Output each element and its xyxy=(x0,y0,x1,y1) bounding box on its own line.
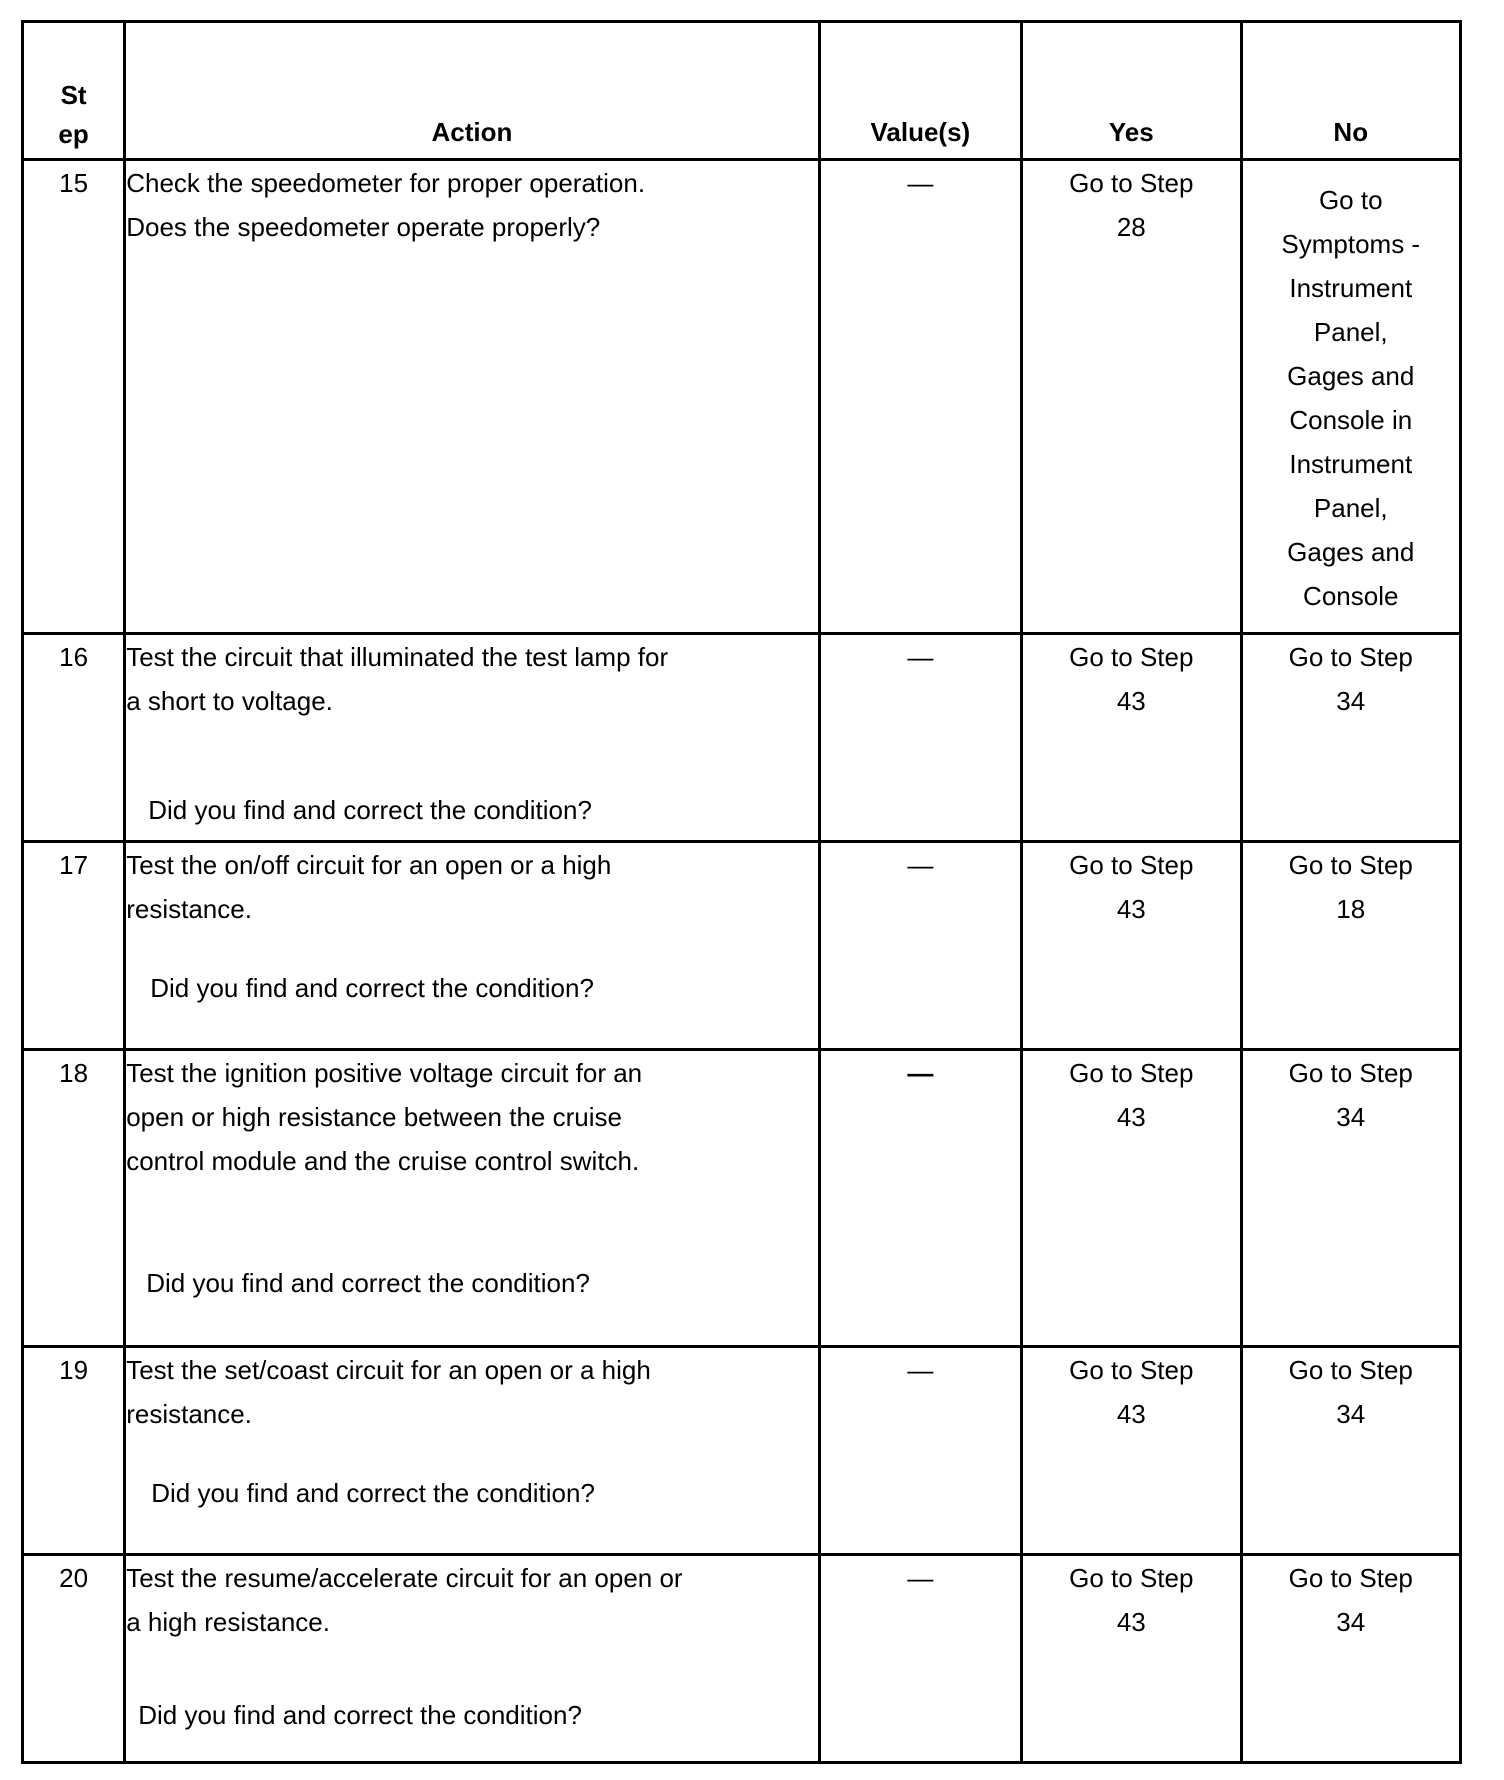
no-line: Gages and xyxy=(1287,537,1415,567)
table-row xyxy=(23,842,1461,1050)
yes-line: 43 xyxy=(1116,1399,1146,1429)
yes-line: 43 xyxy=(1116,1102,1146,1132)
no-line: Console in xyxy=(1289,405,1413,435)
header-yes: Yes xyxy=(1022,22,1241,160)
action-question: Did you find and correct the condition? xyxy=(148,795,592,825)
action-cell xyxy=(125,842,819,1050)
action-cell xyxy=(125,1347,819,1555)
header-step xyxy=(23,22,125,160)
action-line: resistance. xyxy=(126,1399,252,1429)
no-cell xyxy=(1241,1347,1460,1555)
no-line: Go to Step xyxy=(1288,850,1413,880)
yes-line: Go to Step xyxy=(1069,850,1194,880)
no-line: 34 xyxy=(1336,1607,1366,1637)
no-line: 34 xyxy=(1336,1399,1366,1429)
yes-cell xyxy=(1022,842,1241,1050)
action-line: Check the speedometer for proper operation. xyxy=(126,168,646,198)
no-line: Go to Step xyxy=(1288,1355,1413,1385)
yes-line: Go to Step xyxy=(1069,1355,1194,1385)
value-dash: — xyxy=(907,1058,934,1088)
yes-line: Go to Step xyxy=(1069,1563,1194,1593)
action-line: resistance. xyxy=(126,894,252,924)
yes-line: 43 xyxy=(1116,894,1146,924)
no-cell xyxy=(1241,160,1460,634)
header-row xyxy=(23,22,1461,160)
value-cell xyxy=(819,1050,1021,1347)
header-step-line1: St xyxy=(60,80,87,110)
action-cell xyxy=(125,634,819,842)
no-line: Go to Step xyxy=(1288,1058,1413,1088)
yes-line: Go to Step xyxy=(1069,1058,1194,1088)
yes-cell xyxy=(1022,1555,1241,1763)
step-number: 18 xyxy=(23,1050,125,1347)
table-row xyxy=(23,1050,1461,1347)
table-row xyxy=(23,160,1461,634)
yes-cell xyxy=(1022,1347,1241,1555)
yes-cell xyxy=(1022,160,1241,634)
no-cell xyxy=(1241,1050,1460,1347)
action-line: control module and the cruise control switch. xyxy=(126,1146,640,1176)
action-question: Did you find and correct the condition? xyxy=(150,973,594,1003)
yes-line: 28 xyxy=(1116,212,1146,242)
yes-line: 43 xyxy=(1116,1607,1146,1637)
no-cell xyxy=(1241,634,1460,842)
value-cell xyxy=(819,842,1021,1050)
action-line: Does the speedometer operate properly? xyxy=(126,212,601,242)
value-cell xyxy=(819,1555,1021,1763)
action-line: open or high resistance between the cruise xyxy=(126,1102,622,1132)
value-cell xyxy=(819,160,1021,634)
value-cell xyxy=(819,634,1021,842)
no-line: Go to Step xyxy=(1288,642,1413,672)
action-line: Test the set/coast circuit for an open or a high xyxy=(126,1355,651,1385)
no-line: Symptoms - xyxy=(1281,229,1421,259)
header-no: No xyxy=(1241,22,1460,160)
table-row xyxy=(23,1347,1461,1555)
value-cell xyxy=(819,1347,1021,1555)
action-line: Test the resume/accelerate circuit for an open or xyxy=(126,1563,683,1593)
yes-line: 43 xyxy=(1116,686,1146,716)
yes-line: Go to Step xyxy=(1069,168,1194,198)
action-line: Test the ignition positive voltage circuit for an xyxy=(126,1058,643,1088)
step-number: 19 xyxy=(23,1347,125,1555)
no-cell xyxy=(1241,842,1460,1050)
step-number: 17 xyxy=(23,842,125,1050)
action-cell xyxy=(125,1555,819,1763)
action-question: Did you find and correct the condition? xyxy=(151,1478,595,1508)
action-question: Did you find and correct the condition? xyxy=(146,1268,590,1298)
no-line: Console xyxy=(1303,581,1399,611)
value-dash: — xyxy=(907,1355,934,1385)
table-row xyxy=(23,1555,1461,1763)
header-step-line2: ep xyxy=(58,119,89,149)
no-line: 34 xyxy=(1336,1102,1366,1132)
yes-cell xyxy=(1022,1050,1241,1347)
no-line: Instrument xyxy=(1289,449,1413,479)
yes-line: Go to Step xyxy=(1069,642,1194,672)
no-line: Panel, xyxy=(1313,493,1388,523)
action-line: a short to voltage. xyxy=(126,686,333,716)
no-line: 34 xyxy=(1336,686,1366,716)
value-dash: — xyxy=(907,1563,934,1593)
header-action: Action xyxy=(125,22,819,160)
header-values: Value(s) xyxy=(819,22,1021,160)
no-line: 18 xyxy=(1336,894,1366,924)
action-question: Did you find and correct the condition? xyxy=(138,1700,582,1730)
no-line: Instrument xyxy=(1289,273,1413,303)
no-line: Go to xyxy=(1318,185,1383,215)
no-cell xyxy=(1241,1555,1460,1763)
step-number: 16 xyxy=(23,634,125,842)
value-dash: — xyxy=(907,642,934,672)
diagnostic-table xyxy=(21,20,1462,1764)
action-cell xyxy=(125,1050,819,1347)
value-dash: — xyxy=(907,168,934,198)
value-dash: — xyxy=(907,850,934,880)
action-cell xyxy=(125,160,819,634)
action-line: Test the on/off circuit for an open or a high xyxy=(126,850,612,880)
table-row xyxy=(23,634,1461,842)
no-line: Go to Step xyxy=(1288,1563,1413,1593)
yes-cell xyxy=(1022,634,1241,842)
action-line: Test the circuit that illuminated the test lamp for xyxy=(126,642,669,672)
no-line: Gages and xyxy=(1287,361,1415,391)
step-number: 20 xyxy=(23,1555,125,1763)
no-line: Panel, xyxy=(1313,317,1388,347)
action-line: a high resistance. xyxy=(126,1607,330,1637)
step-number: 15 xyxy=(23,160,125,634)
